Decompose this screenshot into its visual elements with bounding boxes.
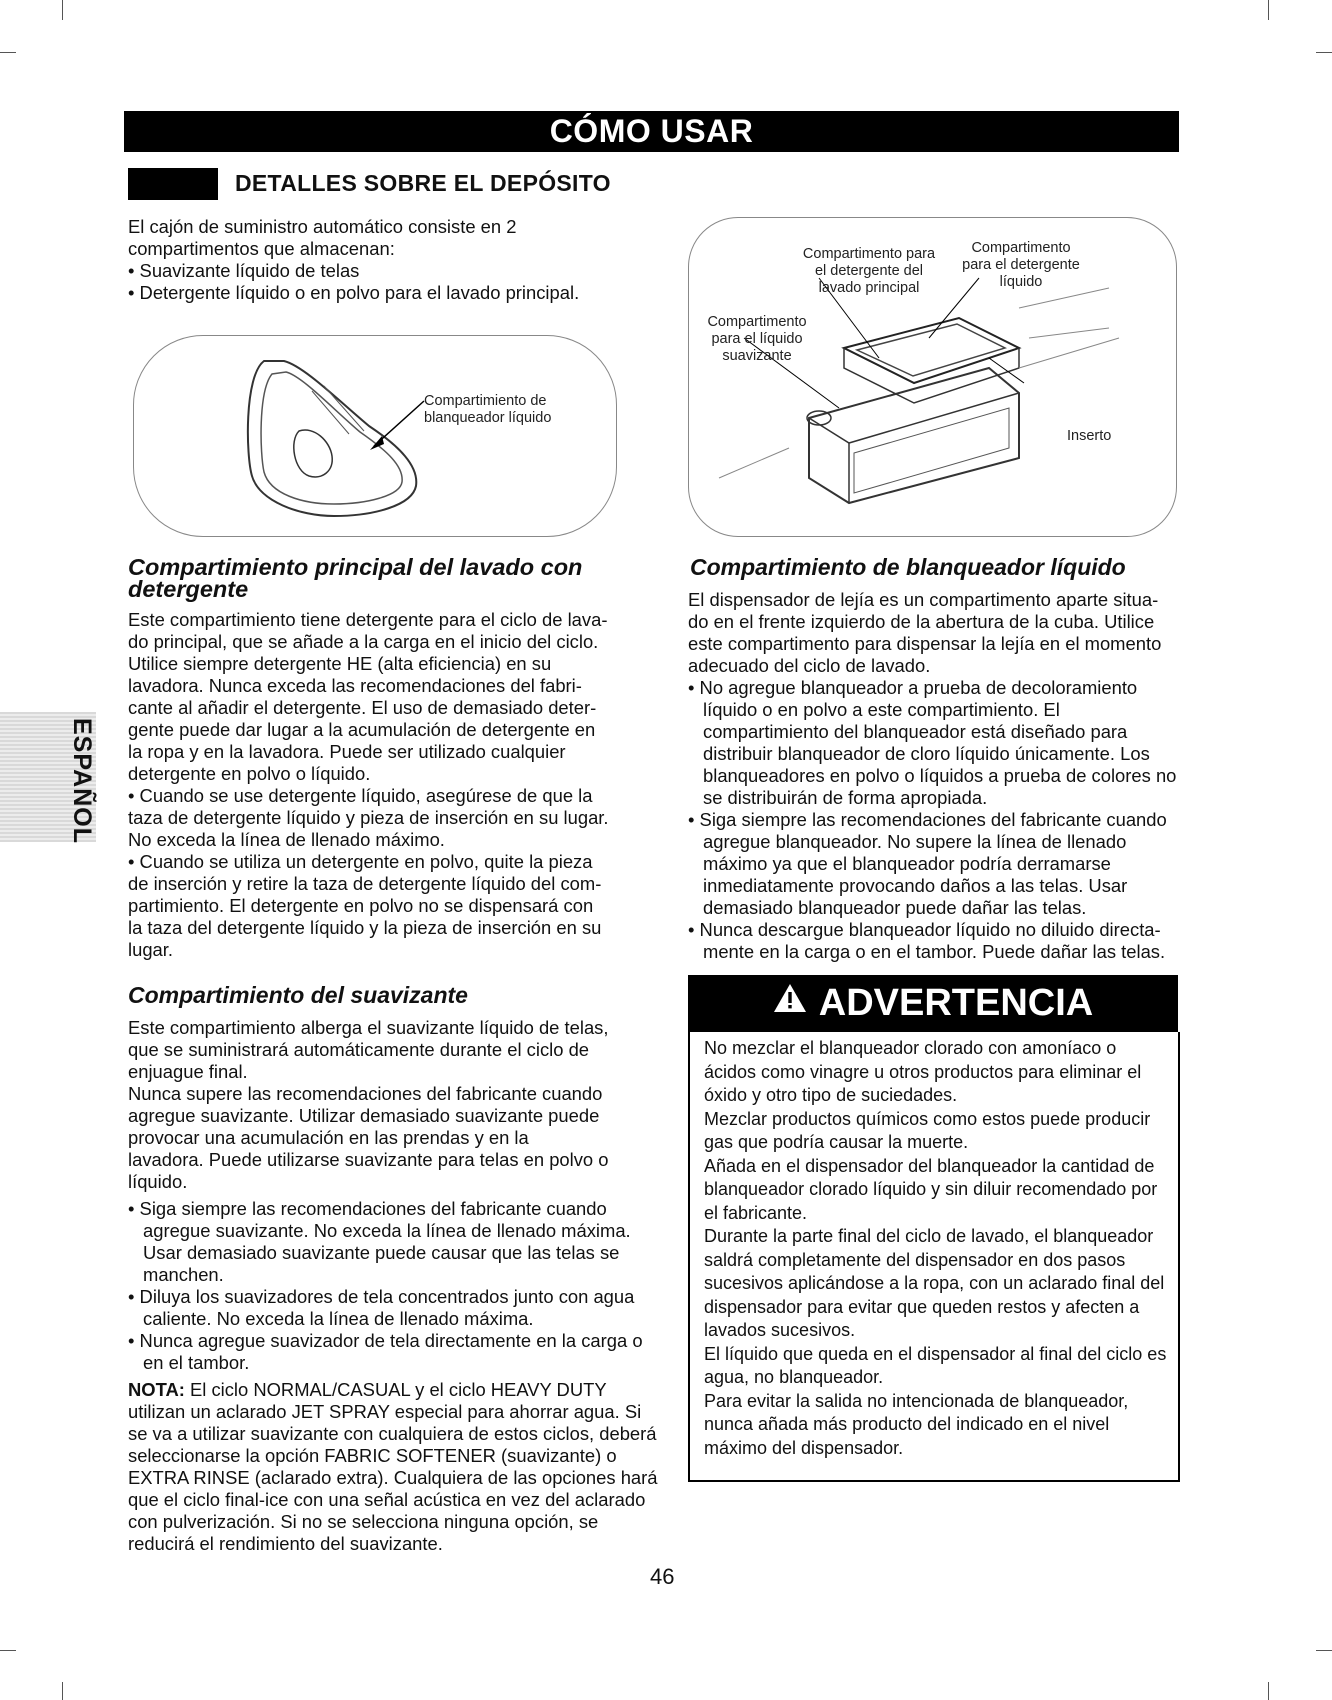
main-wash-callout <box>799 246 939 297</box>
section-marker <box>128 168 218 200</box>
language-label: ESPAÑOL <box>68 718 96 844</box>
text-line: lavadora. Puede utilizarse suavizante para telas en polvo o <box>128 1149 609 1170</box>
heading-line: detergente <box>128 576 249 602</box>
crop-mark <box>0 52 16 53</box>
page-number: 46 <box>650 1564 675 1589</box>
heading-line: Compartimiento principal del lavado con <box>128 554 583 580</box>
crop-mark <box>1316 52 1332 53</box>
callout-line: Compartimento para <box>802 246 936 262</box>
intro-text <box>128 216 648 304</box>
intro-bullet: • Suavizante líquido de telas <box>128 260 360 281</box>
main-detergent-text <box>128 609 658 961</box>
main-detergent-heading <box>128 556 648 600</box>
bleach-bullet: • No agregue blanqueador a prueba de decoloramiento líquido o en polvo a este compartimiento. El compartimiento del blanqueador está diseñado para distribuir blanqueador de cloro líquido únicamente. Los blanqueadores en polvo o líquidos a prueba de colores no se distribuirán de forma apropiada. <box>688 677 1177 808</box>
text-line: Este compartimiento tiene detergente para el ciclo de lava- <box>128 609 608 630</box>
bleach-callout <box>424 393 551 427</box>
bleach-text <box>688 589 1178 963</box>
text-line: do principal, que se añade a la carga en el inicio del ciclo. <box>128 631 599 652</box>
bleach-bullet: • Nunca descargue blanqueador líquido no diluido directa-mente en la carga o en el tambor. Puede dañar las telas. <box>688 919 1166 962</box>
softener-bullet: • Diluya los suavizadores de tela concentrados junto con agua caliente. No exceda la línea de llenado máxima. <box>128 1286 635 1329</box>
bleach-figure <box>133 335 617 537</box>
text-line: enjuague final. <box>128 1061 248 1082</box>
bleach-dispenser-illustration <box>134 336 616 536</box>
text-line: líquido. <box>128 1171 188 1192</box>
note-text: El ciclo NORMAL/CASUAL y el ciclo HEAVY DUTY utilizan un aclarado JET SPRAY especial para ahorrar agua. Si se va a utilizar suavizante con cualquiera de estos ciclos, deberá seleccionarse la opción FABRIC SOFTENER (suavizante) o EXTRA RINSE (aclarado extra). Cualquiera de las opciones hará que el ciclo final-ice con una señal acústica en vez del aclarado con pulverización. Si no se selecciona ninguna opción, se reducirá el rendimiento del suavizante. <box>128 1379 658 1554</box>
text-line: Este compartimiento alberga el suavizante líquido de telas, <box>128 1017 609 1038</box>
callout-line: blanqueador líquido <box>424 410 552 426</box>
warning-paragraph: No mezclar el blanqueador clorado con amoníaco o ácidos como vinagre u otros productos para eliminar el óxido y otro tipo de suciedades. <box>704 1038 1142 1105</box>
crop-mark <box>62 0 63 20</box>
text-line: detergente en polvo o líquido. <box>128 763 371 784</box>
text-line: agregue suavizante. Utilizar demasiado suavizante puede <box>128 1105 600 1126</box>
text-line: Utilice siempre detergente HE (alta eficiencia) en su <box>128 653 552 674</box>
softener-bullet: • Siga siempre las recomendaciones del fabricante cuando agregue suavizante. No exceda la línea de llenado máxima. Usar demasiado suavizante puede causar que las telas se manchen. <box>128 1198 631 1285</box>
text-line: lugar. <box>128 939 173 960</box>
callout-line: el detergente del <box>814 263 924 279</box>
intro-bullet: • Detergente líquido o en polvo para el lavado principal. <box>128 282 580 303</box>
text-line: lavadora. Nunca exceda las recomendaciones del fabri- <box>128 675 582 696</box>
text-line: provocar una acumulación en las prendas y en la <box>128 1127 529 1148</box>
warning-paragraph: El líquido que queda en el dispensador al final del ciclo es agua, no blanqueador. <box>704 1343 1167 1387</box>
bleach-bullet: • Siga siempre las recomendaciones del fabricante cuando agregue blanqueador. No supere la línea de llenado máximo ya que el blanqueador podría derramarse inmediatamente provocando daños a las telas. Usar demasiado blanqueador puede dañar las telas. <box>688 809 1167 918</box>
text-line: que se suministrará automáticamente durante el ciclo de <box>128 1039 590 1060</box>
text-line: taza de detergente líquido y pieza de inserción en su lugar. <box>128 807 609 828</box>
text-line: la taza del detergente líquido y la pieza de inserción en su <box>128 917 602 938</box>
callout-line: lavado principal <box>818 280 920 296</box>
text-line: cante al añadir el detergente. El uso de demasiado deter- <box>128 697 597 718</box>
softener-bullet: • Nunca agregue suavizador de tela directamente en la carga o en el tambor. <box>128 1330 643 1373</box>
warning-paragraph: Mezclar productos químicos como estos puede producir gas que podría causar la muerte. <box>704 1108 1151 1152</box>
text-line: Nunca supere las recomendaciones del fabricante cuando <box>128 1083 603 1104</box>
callout-line: líquido <box>999 274 1043 290</box>
note-label: NOTA: <box>128 1379 185 1400</box>
warning-triangle-icon <box>773 973 807 1030</box>
text-line: partimiento. El detergente en polvo no se dispensará con <box>128 895 594 916</box>
crop-mark <box>0 1650 16 1651</box>
warning-text <box>704 1037 1169 1460</box>
softener-note <box>128 1379 658 1555</box>
text-line: • Cuando se use detergente líquido, asegúrese de que la <box>128 785 593 806</box>
drawer-figure <box>688 217 1177 537</box>
softener-heading: Compartimiento del suavizante <box>128 982 468 1008</box>
softener-callout <box>697 314 817 365</box>
section-title: DETALLES SOBRE EL DEPÓSITO <box>235 170 611 196</box>
warning-paragraph: Durante la parte final del ciclo de lavado, el blanqueador saldrá completamente del dispensador en dos pasos sucesivos aplicándose a la ropa, con un aclarado final del dispensador para evitar que queden restos y afecten a lavados sucesivos. <box>704 1226 1165 1340</box>
text-line: la ropa y en la lavadora. Puede ser utilizado cualquier <box>128 741 566 762</box>
text-line: • Cuando se utiliza un detergente en polvo, quite la pieza <box>128 851 593 872</box>
page-header: CÓMO USAR <box>124 111 1179 152</box>
text-line: gente puede dar lugar a la acumulación de detergente en <box>128 719 596 740</box>
intro-line: compartimentos que almacenan: <box>128 238 395 259</box>
warning-paragraph: Añada en el dispensador del blanqueador la cantidad de blanqueador clorado líquido y sin diluir recomendado por el fabricante. <box>704 1155 1158 1223</box>
warning-box <box>688 1032 1180 1482</box>
insert-callout: Inserto <box>1067 428 1112 444</box>
warning-header <box>688 975 1178 1032</box>
crop-mark <box>1316 1650 1332 1651</box>
callout-line: Compartimento <box>971 240 1071 256</box>
crop-mark <box>1268 0 1269 20</box>
text-line: de inserción y retire la taza de detergente líquido del com- <box>128 873 602 894</box>
callout-line: suavizante <box>722 348 792 364</box>
intro-line: El cajón de suministro automático consiste en 2 <box>128 216 517 237</box>
bleach-intro: El dispensador de lejía es un compartimento aparte situa-do en el frente izquierdo de la abertura de la cuba. Utilice este compartimento para dispensar la lejía en el momento adecuado del ciclo de lavado. <box>688 589 1162 676</box>
callout-line: para el detergente <box>962 257 1080 273</box>
crop-mark <box>1268 1682 1269 1700</box>
warning-paragraph: Para evitar la salida no intencionada de blanqueador, nunca añada más producto del indicado en el nivel máximo del dispensador. <box>704 1390 1129 1458</box>
softener-text <box>128 1017 658 1555</box>
callout-line: Compartimento <box>707 314 807 330</box>
liquid-detergent-callout <box>951 240 1091 291</box>
text-line: No exceda la línea de llenado máximo. <box>128 829 445 850</box>
callout-line: para el líquido <box>711 331 803 347</box>
warning-title: ADVERTENCIA <box>818 982 1094 1024</box>
crop-mark <box>62 1682 63 1700</box>
callout-line: Compartimiento de <box>424 393 547 409</box>
bleach-heading: Compartimiento de blanqueador líquido <box>690 554 1126 580</box>
